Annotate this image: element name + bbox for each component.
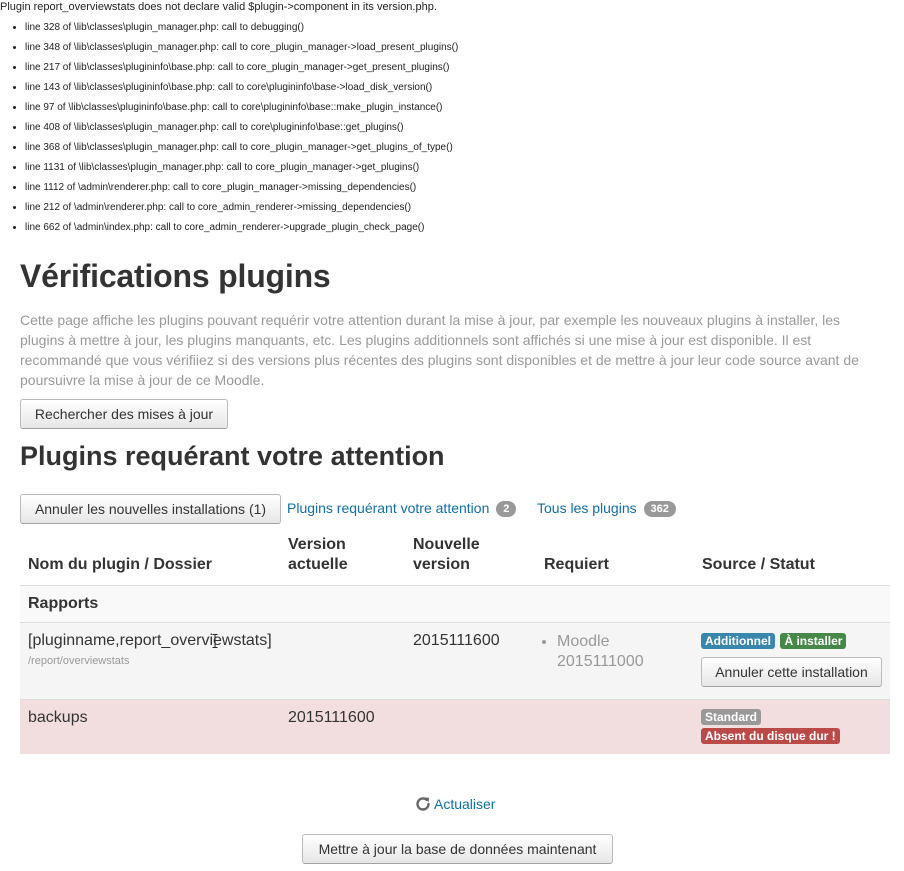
trace-line: • line 408 of \lib\classes\plugin_manager.php: call to core\plugininfo\base::get_plugins() xyxy=(25,118,458,138)
status-badge: Absent du disque dur ! xyxy=(701,728,840,744)
cancel-new-installs-button[interactable]: Annuler les nouvelles installations (1) xyxy=(20,494,281,524)
check-updates-button[interactable]: Rechercher des mises à jour xyxy=(20,399,228,429)
status-badge: Standard xyxy=(701,709,761,725)
plugin-name: [pluginname,report_overviewstats] xyxy=(28,632,272,649)
header-new-version-line2: version xyxy=(413,556,470,573)
refresh-icon xyxy=(414,795,432,813)
header-requires: Requiert xyxy=(544,556,609,573)
filter-attention-count: 2 xyxy=(496,501,516,517)
attention-title: Plugins requérant votre attention xyxy=(20,441,445,471)
trace-line: • line 143 of \lib\classes\plugininfo\base.php: call to core\plugininfo\base->load_disk_version() xyxy=(25,78,458,98)
refresh-link[interactable] xyxy=(414,795,495,813)
trace-line: • line 348 of \lib\classes\plugin_manager.php: call to core_plugin_manager->load_present_plugins() xyxy=(25,38,458,58)
header-source: Source / Statut xyxy=(702,556,815,573)
trace-line: • line 1112 of \admin\renderer.php: call to core_plugin_manager->missing_dependencies() xyxy=(25,178,458,198)
filter-attention-label: Plugins requérant votre attention xyxy=(287,500,490,516)
source-status xyxy=(701,632,847,650)
trace-line: • line 662 of \admin\index.php: call to core_admin_renderer->upgrade_plugin_check_page() xyxy=(25,218,458,238)
filter-attention-link[interactable] xyxy=(287,500,516,517)
table-row xyxy=(20,700,890,754)
table-row xyxy=(20,623,890,700)
requires-list xyxy=(538,632,687,672)
header-name: Nom du plugin / Dossier xyxy=(28,556,213,573)
plugins-table xyxy=(20,530,890,754)
filter-all-link[interactable] xyxy=(537,500,676,517)
trace-line: • line 217 of \lib\classes\plugininfo\base.php: call to core_plugin_manager->get_present_plugins() xyxy=(25,58,458,78)
filter-all-label: Tous les plugins xyxy=(537,500,637,516)
trace-line: • line 97 of \lib\classes\plugininfo\base.php: call to core\plugininfo\base::make_plugin_instance() xyxy=(25,98,458,118)
page-title: Vérifications plugins xyxy=(20,258,331,294)
trace-line: • line 212 of \admin\renderer.php: call to core_admin_renderer->missing_dependencies() xyxy=(25,198,458,218)
group-name: Rapports xyxy=(28,595,99,612)
status-badge: Additionnel xyxy=(701,633,775,649)
upgrade-database-button[interactable]: Mettre à jour la base de données maintenant xyxy=(302,834,613,864)
status-badge: À installer xyxy=(780,633,846,649)
filter-all-count: 362 xyxy=(644,501,676,517)
debug-trace xyxy=(10,18,458,238)
group-row xyxy=(20,586,890,623)
trace-line: • line 328 of \lib\classes\plugin_manager.php: call to debugging() xyxy=(25,18,458,38)
trace-line: • line 1131 of \lib\classes\plugin_manager.php: call to core_plugin_manager->get_plugins() xyxy=(25,158,458,178)
current-version: 2015111600 xyxy=(288,709,375,726)
new-version: 2015111600 xyxy=(413,632,500,649)
source-status xyxy=(701,709,841,747)
header-new-version-line1: Nouvelle xyxy=(413,536,480,553)
plugin-name: backups xyxy=(28,709,88,726)
header-current-version-line2: actuelle xyxy=(288,556,348,573)
refresh-label: Actualiser xyxy=(434,796,496,812)
trace-line: • line 368 of \lib\classes\plugin_manager.php: call to core_plugin_manager->get_plugins_of_type() xyxy=(25,138,458,158)
header-current-version xyxy=(288,535,348,575)
cancel-install-button[interactable]: Annuler cette installation xyxy=(701,657,882,687)
table-header xyxy=(20,530,890,586)
header-new-version xyxy=(413,535,480,575)
plugin-dir: /report/overviewstats xyxy=(28,655,130,667)
page-intro: Cette page affiche les plugins pouvant requérir votre attention durant la mise à jour, par exemple les nouveaux plugins à installer, les plugins à mettre à jour, les plugins manquants, etc. Les plugins additionnels sont affichés si une mise à jour est disponible. Il est recommandé que vous vérifiiez si des versions plus récentes des plugins sont disponibles et de mettre à jour leur code source avant de poursuivre la mise à jour de ce Moodle. xyxy=(20,312,859,388)
header-current-version-line1: Version xyxy=(288,536,346,553)
debug-message: Plugin report_overviewstats does not declare valid $plugin->component in its version.php. xyxy=(0,1,437,13)
requires-item: • Moodle 2015111000 xyxy=(557,632,687,672)
text-cursor-icon xyxy=(212,634,218,648)
